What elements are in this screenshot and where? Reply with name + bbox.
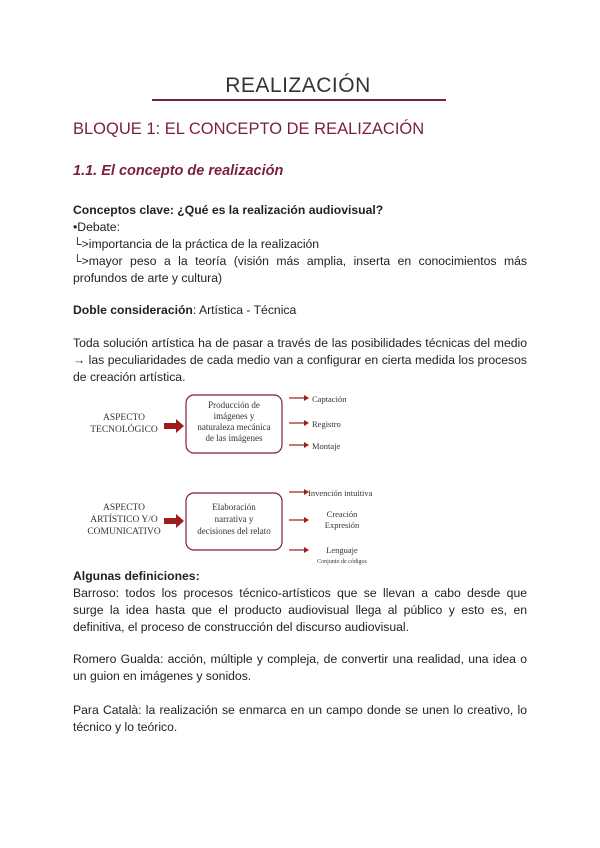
art-box-line-2: narrativa y — [214, 514, 254, 524]
document-title: REALIZACIÓN — [225, 74, 371, 97]
art-output-4: Lenguaje — [326, 545, 358, 555]
art-arrow-icon — [164, 514, 184, 528]
tech-output-arrowhead-3 — [304, 442, 309, 448]
conceptos-block — [73, 202, 527, 287]
def-catala: Para Català: la realización se enmarca en un campo donde se unen lo creativo, lo técnico y lo teórico. — [73, 703, 527, 734]
tech-box-line-2: imágenes y — [213, 411, 255, 421]
conceptos-heading: Conceptos clave: ¿Qué es la realización audiovisual? — [73, 203, 384, 217]
tech-arrow-icon — [164, 419, 184, 433]
def-barroso: Barroso: todos los procesos técnico-artísticos que se llevan a cabo desde que surge la idea hasta que el producto audiovisual llega al público y esto es, en definitiva, el proceso de construcción del discurso audiovisual. — [73, 586, 527, 634]
def-romero: Romero Gualda: acción, múltiple y compleja, de convertir una realidad, una idea o un guion en imágenes y sonidos. — [73, 652, 527, 683]
art-label-line-2: ARTÍSTICO Y/O — [90, 515, 158, 525]
title-underline — [152, 99, 446, 101]
debate-item-1: └>importancia de la práctica de la realización — [73, 237, 320, 251]
art-output-1: Invención intuitiva — [308, 488, 373, 498]
art-label-line-1: ASPECTO — [102, 503, 146, 513]
tech-output-arrowhead-2 — [304, 420, 309, 426]
art-output-arrowhead-3 — [304, 547, 309, 553]
art-box-line-3: decisiones del relato — [197, 526, 271, 536]
tech-output-1: Captación — [312, 394, 347, 404]
doble-label: Doble consideración — [73, 303, 193, 317]
art-output-3: Expresión — [324, 520, 360, 530]
art-box-line-1: Elaboración — [212, 502, 256, 512]
doble-consideracion — [73, 302, 527, 319]
tech-box-line-1: Producción de — [208, 400, 260, 410]
tech-label-line-1: ASPECTO — [102, 413, 146, 423]
debate-item-2: └>mayor peso a la teoría (visión más amplia, inserta en conocimientos más profundos de arte y cultura) — [73, 254, 527, 285]
solucion-paragraph: Toda solución artística ha de pasar a través de las posibilidades técnicas del medio → las peculiaridades de cada medio van a configurar en cierta medida los procesos de creación artística. — [73, 336, 527, 384]
definiciones-heading: Algunas definiciones: — [73, 569, 200, 583]
doble-value: : Artística - Técnica — [192, 303, 297, 317]
art-output-2: Creación — [326, 509, 358, 519]
art-output-arrowhead-2 — [304, 517, 309, 523]
definiciones-block — [73, 568, 527, 636]
tech-label-line-2: TECNOLÓGICO — [90, 425, 158, 435]
realizacion-diagram — [80, 388, 390, 570]
art-output-5: Conjunto de códigos — [317, 559, 367, 565]
tech-box-line-4: de las imágenes — [205, 433, 263, 443]
section-heading: 1.1. El concepto de realización — [73, 163, 284, 179]
tech-output-2: Registro — [312, 419, 341, 429]
tech-output-arrowhead-1 — [304, 395, 309, 401]
tech-output-3: Montaje — [312, 441, 341, 451]
art-label-line-3: COMUNICATIVO — [87, 527, 161, 537]
tech-box-line-3: naturaleza mecánica — [197, 422, 271, 432]
bloque-heading: BLOQUE 1: EL CONCEPTO DE REALIZACIÓN — [73, 120, 425, 138]
debate-label: •Debate: — [73, 220, 120, 234]
